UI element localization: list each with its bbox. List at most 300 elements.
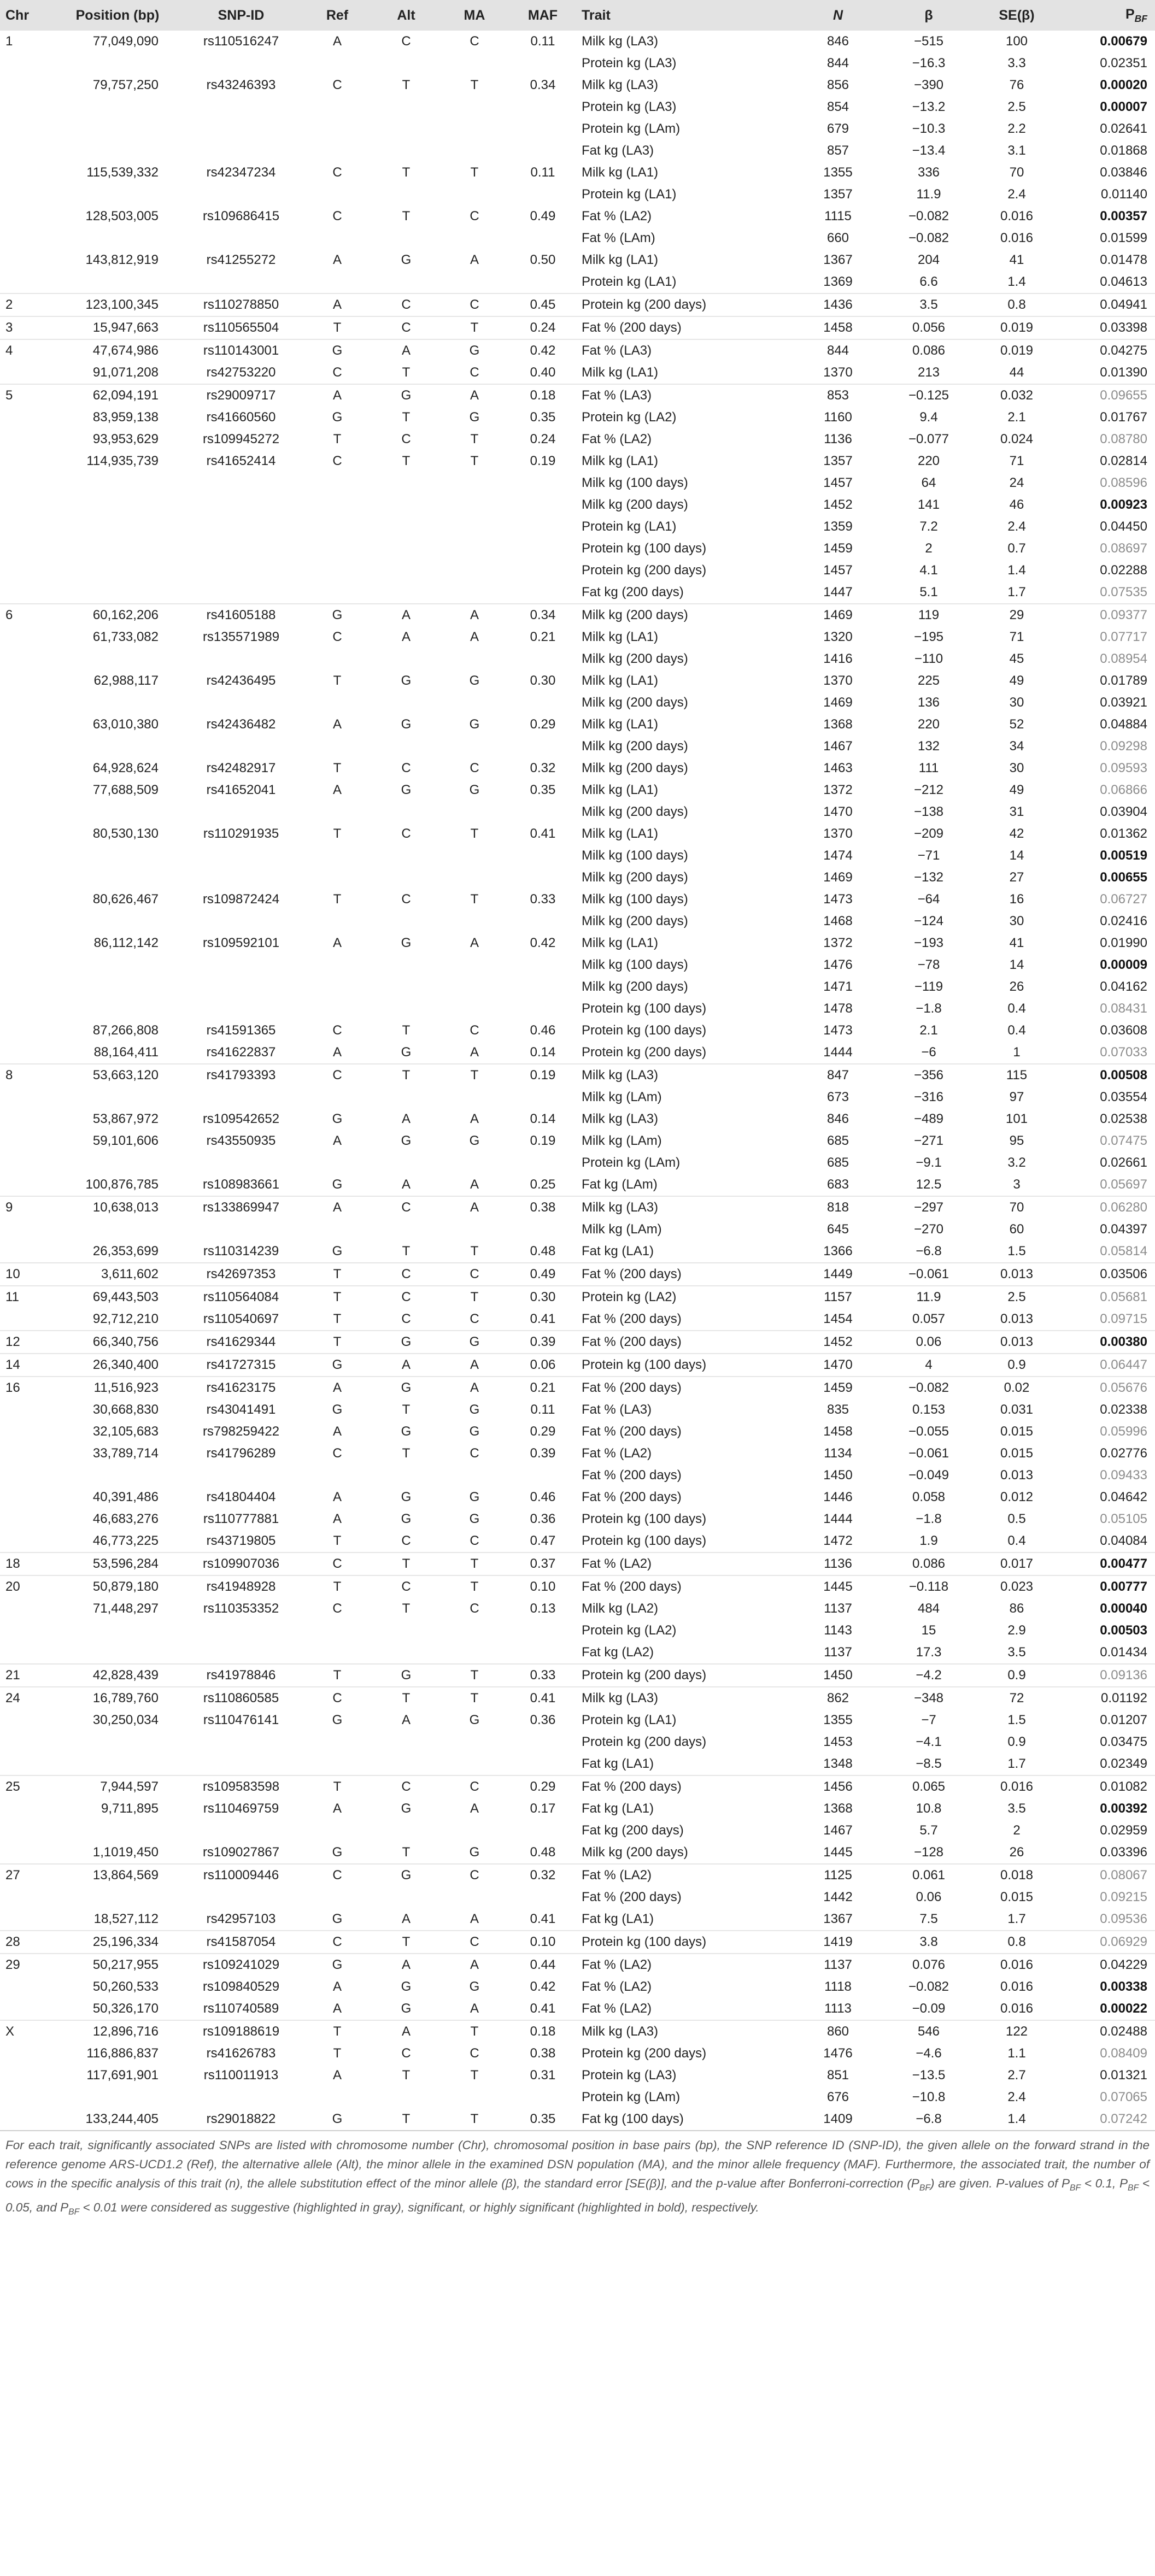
alt-cell: C xyxy=(401,34,411,49)
maf-cell: 0.17 xyxy=(530,1801,556,1816)
position-cell xyxy=(56,1886,179,1908)
beta-cell: 119 xyxy=(883,604,974,626)
position-cell xyxy=(56,538,179,560)
maf-cell: 0.31 xyxy=(530,2068,556,2083)
se-cell: 95 xyxy=(1009,1133,1024,1148)
alt-cell xyxy=(372,736,441,757)
snp-id-cell: rs29009717 xyxy=(179,384,303,407)
position-cell: 42,828,439 xyxy=(56,1664,179,1687)
position-cell: 100,876,785 xyxy=(85,1177,159,1192)
ma-cell: A xyxy=(470,630,479,644)
ref-cell xyxy=(303,692,372,714)
beta-cell: 11.9 xyxy=(916,187,941,202)
p-value-cell: 0.01599 xyxy=(1100,231,1147,245)
alt-cell: C xyxy=(401,826,411,841)
table-row xyxy=(0,736,1155,757)
p-value-cell: 0.04162 xyxy=(1100,979,1147,994)
alt-cell: G xyxy=(401,1133,412,1148)
ma-cell xyxy=(441,845,508,867)
p-value-cell: 0.02349 xyxy=(1100,1756,1147,1771)
beta-cell: 0.065 xyxy=(883,1775,974,1798)
trait-cell: Milk kg (LA1) xyxy=(582,630,659,644)
alt-cell: A xyxy=(401,1713,411,1727)
se-cell: 0.4 xyxy=(1007,1533,1026,1548)
ref-cell xyxy=(303,1219,372,1240)
ref-cell xyxy=(303,516,372,538)
table-row xyxy=(0,1130,1155,1152)
table-row xyxy=(0,1219,1155,1240)
n-cell: 1474 xyxy=(823,848,853,863)
chr-cell: 12 xyxy=(0,1331,56,1354)
ma-cell: T xyxy=(470,892,479,907)
alt-cell: G xyxy=(401,1045,412,1060)
table-row xyxy=(0,184,1155,205)
se-cell: 1.5 xyxy=(1007,1244,1026,1258)
n-cell: 860 xyxy=(793,2020,883,2043)
alt-cell: T xyxy=(402,410,411,425)
ma-cell: A xyxy=(441,1954,508,1976)
chr-cell xyxy=(0,140,56,162)
ref-cell: G xyxy=(332,1713,343,1727)
se-cell: 70 xyxy=(974,1196,1059,1219)
p-value-cell: 0.00338 xyxy=(1100,1979,1147,1994)
snp-id-cell xyxy=(179,227,303,249)
beta-cell: −0.082 xyxy=(883,1377,974,1399)
snp-id-cell: rs41626783 xyxy=(206,2046,276,2061)
ref-cell: G xyxy=(332,1402,343,1417)
alt-cell: T xyxy=(402,454,411,468)
chr-cell: 3 xyxy=(0,316,56,339)
table-row xyxy=(0,1308,1155,1331)
se-cell: 0.019 xyxy=(974,339,1059,362)
table-row xyxy=(0,1421,1155,1443)
se-cell: 0.016 xyxy=(974,1954,1059,1976)
ref-cell: C xyxy=(332,209,342,224)
table-row xyxy=(0,384,1155,407)
n-cell: 854 xyxy=(826,99,849,114)
beta-cell: −124 xyxy=(913,914,944,928)
ma-cell: T xyxy=(470,2068,479,2083)
alt-cell xyxy=(372,1731,441,1753)
alt-cell: A xyxy=(372,339,441,362)
table-row xyxy=(0,779,1155,801)
alt-cell: A xyxy=(372,1954,441,1976)
beta-cell: 0.086 xyxy=(883,1552,974,1575)
n-cell: 1320 xyxy=(823,630,853,644)
chr-cell: 2 xyxy=(0,293,56,316)
ref-cell: C xyxy=(332,165,342,180)
snp-id-cell xyxy=(179,271,303,293)
p-value-cell: 0.09593 xyxy=(1100,761,1147,775)
se-cell: 0.4 xyxy=(1007,1001,1026,1016)
snp-id-cell xyxy=(179,184,303,205)
chr-cell: 24 xyxy=(0,1687,56,1709)
snp-id-cell xyxy=(179,494,303,516)
trait-cell: Milk kg (LA1) xyxy=(582,783,659,797)
position-cell: 91,071,208 xyxy=(92,365,159,380)
p-value-cell: 0.07475 xyxy=(1100,1133,1147,1148)
p-value-cell: 0.04397 xyxy=(1100,1222,1147,1237)
alt-cell xyxy=(372,801,441,823)
trait-cell: Protein kg (100 days) xyxy=(582,1512,707,1526)
ref-cell xyxy=(303,1465,372,1486)
position-cell xyxy=(56,648,179,670)
p-value-cell: 0.00007 xyxy=(1100,99,1147,114)
p-value-cell: 0.01868 xyxy=(1100,143,1147,158)
snp-id-cell: rs41605188 xyxy=(179,604,303,626)
maf-cell xyxy=(508,227,577,249)
trait-cell: Milk kg (LA3) xyxy=(582,1111,659,1126)
position-cell xyxy=(56,96,179,118)
snp-id-cell: rs43246393 xyxy=(206,78,276,92)
snp-id-cell: rs110476141 xyxy=(203,1713,279,1727)
se-cell: 24 xyxy=(1009,475,1024,490)
alt-cell xyxy=(372,1820,441,1842)
table-row xyxy=(0,1931,1155,1954)
table-row xyxy=(0,316,1155,339)
trait-cell: Fat % (200 days) xyxy=(582,1490,682,1504)
trait-cell: Fat % (LA2) xyxy=(582,432,652,446)
p-value-cell: 0.05697 xyxy=(1100,1177,1147,1192)
p-value-cell: 0.01321 xyxy=(1100,2068,1147,2083)
se-cell: 0.016 xyxy=(1000,231,1034,245)
position-cell xyxy=(56,184,179,205)
chr-cell: 27 xyxy=(0,1864,56,1886)
beta-cell: 6.6 xyxy=(919,274,938,289)
ref-cell: T xyxy=(333,432,342,446)
se-cell: 101 xyxy=(1005,1111,1028,1126)
se-cell: 2.5 xyxy=(974,1286,1059,1308)
se-cell: 16 xyxy=(1009,892,1024,907)
maf-cell xyxy=(508,1620,577,1642)
p-value-cell: 0.02814 xyxy=(1100,454,1147,468)
trait-cell: Milk kg (LA1) xyxy=(582,252,659,267)
se-cell: 3 xyxy=(1013,1177,1021,1192)
alt-cell: C xyxy=(372,1263,441,1286)
ma-cell: G xyxy=(469,783,480,797)
n-cell: 1476 xyxy=(823,2046,853,2061)
n-cell: 1143 xyxy=(824,1623,852,1638)
trait-cell: Milk kg (200 days) xyxy=(582,695,688,710)
table-row xyxy=(0,1377,1155,1399)
n-cell: 1355 xyxy=(823,1713,853,1727)
n-cell: 818 xyxy=(793,1196,883,1219)
beta-cell: −110 xyxy=(914,651,943,666)
p-value-cell: 0.00392 xyxy=(1100,1801,1147,1816)
trait-cell: Fat % (LA2) xyxy=(577,1954,793,1976)
position-cell xyxy=(56,2086,179,2108)
n-cell: 1459 xyxy=(793,1377,883,1399)
maf-cell xyxy=(508,271,577,293)
ma-cell: C xyxy=(470,209,479,224)
trait-cell: Milk kg (LA1) xyxy=(582,365,659,380)
alt-cell: G xyxy=(372,1664,441,1687)
p-value-cell: 0.01207 xyxy=(1100,1713,1147,1727)
p-value-cell: 0.01478 xyxy=(1100,252,1147,267)
n-cell: 1450 xyxy=(823,1468,853,1483)
table-row xyxy=(0,1620,1155,1642)
table-row xyxy=(0,516,1155,538)
chr-cell xyxy=(0,581,56,604)
chr-cell xyxy=(0,1753,56,1775)
ma-cell: T xyxy=(441,1664,508,1687)
header-chr: Chr xyxy=(5,7,30,23)
table-row xyxy=(0,1798,1155,1820)
position-cell: 69,443,503 xyxy=(56,1286,179,1308)
se-cell: 0.015 xyxy=(1000,1424,1034,1439)
snp-id-cell xyxy=(179,801,303,823)
maf-cell xyxy=(508,867,577,889)
snp-id-cell xyxy=(179,954,303,976)
chr-cell: 1 xyxy=(5,34,13,49)
p-value-cell: 0.02661 xyxy=(1100,1155,1147,1170)
ref-cell xyxy=(303,1731,372,1753)
alt-cell: C xyxy=(372,1196,441,1219)
alt-cell xyxy=(372,1620,441,1642)
snp-id-cell: rs43719805 xyxy=(206,1533,276,1548)
chr-cell xyxy=(0,227,56,249)
chr-cell xyxy=(0,1998,56,2020)
snp-id-cell: rs109686415 xyxy=(202,209,280,224)
ma-cell: T xyxy=(441,1286,508,1308)
ref-cell xyxy=(303,560,372,581)
table-row xyxy=(0,407,1155,428)
maf-cell: 0.46 xyxy=(530,1023,556,1038)
maf-cell xyxy=(508,1219,577,1240)
chr-cell: 25 xyxy=(0,1775,56,1798)
header-beta: β xyxy=(924,7,933,23)
alt-cell: A xyxy=(372,1354,441,1377)
alt-cell: G xyxy=(401,2001,412,2016)
table-row xyxy=(0,538,1155,560)
ma-cell: C xyxy=(441,1864,508,1886)
snp-id-cell xyxy=(179,1820,303,1842)
trait-cell: Fat % (200 days) xyxy=(577,1263,793,1286)
trait-cell: Milk kg (100 days) xyxy=(582,892,688,907)
table-row xyxy=(0,2043,1155,2065)
ma-cell xyxy=(441,648,508,670)
maf-cell xyxy=(508,1731,577,1753)
beta-cell: 484 xyxy=(917,1601,940,1616)
snp-id-cell: rs41255272 xyxy=(206,252,276,267)
snp-id-cell xyxy=(179,1465,303,1486)
header-alt: Alt xyxy=(397,7,415,23)
se-cell: 71 xyxy=(1009,454,1024,468)
position-cell: 32,105,683 xyxy=(92,1424,159,1439)
table-row xyxy=(0,52,1155,74)
table-row xyxy=(0,249,1155,271)
n-cell: 679 xyxy=(826,121,849,136)
table-body xyxy=(0,31,1155,2131)
p-value-cell: 0.00380 xyxy=(1059,1331,1155,1354)
beta-cell: −4.6 xyxy=(916,2046,942,2061)
position-cell: 46,773,225 xyxy=(92,1533,159,1548)
snp-id-cell xyxy=(179,516,303,538)
ref-cell: T xyxy=(303,2020,372,2043)
chr-cell xyxy=(0,1530,56,1552)
snp-id-cell: rs42957103 xyxy=(206,1912,276,1926)
chr-cell: 11 xyxy=(0,1286,56,1308)
ref-cell: T xyxy=(303,316,372,339)
p-value-cell: 0.03904 xyxy=(1100,804,1147,819)
table-row xyxy=(0,910,1155,932)
p-value-cell: 0.02338 xyxy=(1100,1402,1147,1417)
ma-cell xyxy=(441,1152,508,1174)
beta-cell: 336 xyxy=(917,165,940,180)
snp-id-cell: rs110540697 xyxy=(203,1311,279,1326)
alt-cell: T xyxy=(372,1552,441,1575)
se-cell: 2.7 xyxy=(1007,2068,1026,2083)
table-row xyxy=(0,1508,1155,1530)
chr-cell xyxy=(0,1642,56,1664)
n-cell: 1115 xyxy=(824,209,852,224)
alt-cell xyxy=(372,1219,441,1240)
maf-cell xyxy=(508,1820,577,1842)
beta-cell: 2 xyxy=(925,541,933,556)
ref-cell xyxy=(303,910,372,932)
trait-cell: Fat kg (LA1) xyxy=(582,1244,654,1258)
alt-cell: T xyxy=(402,1244,411,1258)
table-row xyxy=(0,1443,1155,1465)
se-cell: 26 xyxy=(1009,1845,1024,1860)
p-value-cell: 0.00503 xyxy=(1100,1623,1147,1638)
ma-cell: G xyxy=(469,1979,480,1994)
se-cell: 34 xyxy=(1009,739,1024,754)
header-ma: MA xyxy=(464,7,485,23)
position-cell: 50,260,533 xyxy=(92,1979,159,1994)
trait-cell: Fat % (200 days) xyxy=(577,1775,793,1798)
position-cell: 92,712,210 xyxy=(92,1311,159,1326)
ref-cell xyxy=(303,1086,372,1108)
ma-cell xyxy=(441,581,508,604)
maf-cell: 0.30 xyxy=(508,1286,577,1308)
ref-cell: C xyxy=(332,454,342,468)
snp-id-cell xyxy=(179,910,303,932)
ref-cell xyxy=(303,494,372,516)
ma-cell xyxy=(441,52,508,74)
n-cell: 1469 xyxy=(823,870,853,885)
trait-cell: Milk kg (200 days) xyxy=(577,604,793,626)
ref-cell: T xyxy=(303,1263,372,1286)
beta-cell: 0.057 xyxy=(912,1311,946,1326)
n-cell: 1359 xyxy=(823,519,853,534)
se-cell: 26 xyxy=(1009,979,1024,994)
trait-cell: Protein kg (100 days) xyxy=(577,1354,793,1377)
chr-cell xyxy=(0,1443,56,1465)
position-cell: 30,250,034 xyxy=(92,1713,159,1727)
position-cell: 30,668,830 xyxy=(92,1402,159,1417)
beta-cell: 546 xyxy=(883,2020,974,2043)
ref-cell: C xyxy=(303,1931,372,1954)
alt-cell: G xyxy=(401,1424,412,1439)
chr-cell xyxy=(0,407,56,428)
footnote-text: < 0.1, P xyxy=(1081,2177,1128,2190)
ma-cell xyxy=(441,1820,508,1842)
position-cell: 33,789,714 xyxy=(92,1446,159,1461)
se-cell: 30 xyxy=(1009,914,1024,928)
snp-id-cell: rs43041491 xyxy=(206,1402,276,1417)
table-row xyxy=(0,1286,1155,1308)
ref-cell: T xyxy=(333,1533,342,1548)
trait-cell: Fat % (LA3) xyxy=(582,1402,652,1417)
p-value-cell: 0.04084 xyxy=(1100,1533,1147,1548)
position-cell xyxy=(56,801,179,823)
ref-cell: T xyxy=(333,892,342,907)
ma-cell xyxy=(441,1465,508,1486)
se-cell: 60 xyxy=(1009,1222,1024,1237)
n-cell: 1472 xyxy=(823,1533,853,1548)
p-value-cell: 0.02641 xyxy=(1100,121,1147,136)
p-value-cell: 0.09136 xyxy=(1059,1664,1155,1687)
snp-id-cell: rs42347234 xyxy=(206,165,276,180)
alt-cell xyxy=(372,845,441,867)
ma-cell xyxy=(441,1086,508,1108)
header-position: Position (bp) xyxy=(75,7,160,23)
position-cell: 77,688,509 xyxy=(92,783,159,797)
trait-cell: Fat % (LA2) xyxy=(582,1979,652,1994)
ma-cell: G xyxy=(469,1424,480,1439)
n-cell: 1454 xyxy=(823,1311,853,1326)
beta-cell: 4.1 xyxy=(919,563,938,578)
ma-cell: C xyxy=(470,761,479,775)
chr-cell xyxy=(0,2108,56,2131)
se-cell: 0.013 xyxy=(974,1263,1059,1286)
chr-cell xyxy=(0,184,56,205)
alt-cell xyxy=(372,118,441,140)
trait-cell: Milk kg (LA1) xyxy=(582,936,659,950)
beta-cell: −10.8 xyxy=(912,2090,946,2104)
maf-cell xyxy=(508,140,577,162)
snp-id-cell xyxy=(179,52,303,74)
table-row xyxy=(0,362,1155,384)
snp-id-cell: rs110516247 xyxy=(203,34,279,49)
maf-cell: 0.49 xyxy=(530,209,556,224)
table-row xyxy=(0,604,1155,626)
se-cell: 2.4 xyxy=(1007,2090,1026,2104)
maf-cell: 0.46 xyxy=(530,1490,556,1504)
ref-cell: T xyxy=(303,1331,372,1354)
table-row xyxy=(0,74,1155,96)
se-cell: 0.016 xyxy=(1000,2001,1034,2016)
ref-cell: T xyxy=(333,1311,342,1326)
maf-cell: 0.34 xyxy=(508,604,577,626)
n-cell: 1444 xyxy=(823,1512,853,1526)
chr-cell xyxy=(0,1020,56,1042)
n-cell: 1136 xyxy=(793,1552,883,1575)
se-cell: 0.8 xyxy=(974,1931,1059,1954)
alt-cell xyxy=(372,184,441,205)
alt-cell: G xyxy=(372,384,441,407)
p-value-cell: 0.01362 xyxy=(1100,826,1147,841)
se-cell: 0.016 xyxy=(974,1775,1059,1798)
ref-cell: G xyxy=(303,2108,372,2131)
beta-cell: −1.8 xyxy=(916,1512,942,1526)
maf-cell xyxy=(508,1152,577,1174)
beta-cell: −13.5 xyxy=(912,2068,946,2083)
alt-cell: C xyxy=(372,316,441,339)
se-cell: 0.8 xyxy=(974,293,1059,316)
n-cell: 1369 xyxy=(823,274,853,289)
p-value-cell: 0.08596 xyxy=(1100,475,1147,490)
beta-cell: −193 xyxy=(913,936,944,950)
alt-cell xyxy=(372,1086,441,1108)
beta-cell: 7.2 xyxy=(919,519,938,534)
table-row xyxy=(0,1998,1155,2020)
n-cell: 1447 xyxy=(823,585,853,599)
ma-cell: C xyxy=(470,1601,479,1616)
p-value-cell: 0.01990 xyxy=(1100,936,1147,950)
trait-cell: Milk kg (100 days) xyxy=(582,848,688,863)
